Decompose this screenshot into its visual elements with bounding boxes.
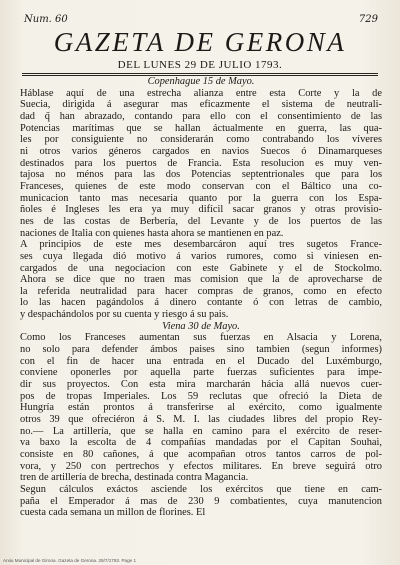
text-line: no.— La artillería, que se halla en camino para el exército de reser- (20, 425, 382, 437)
issue-header-line (24, 14, 378, 25)
text-line: y despachándolos por su cuenta y riesgo á su pais. (20, 309, 229, 321)
article-viena-paragraph-1 (20, 332, 382, 484)
text-line: cuesta cada semana un millon de florines. El (20, 507, 206, 519)
text-line: pos de tropas Imperiales. Los 59 reclutas que ofreció la Dieta de (20, 390, 382, 402)
article-copenhague-paragraph-2 (20, 239, 382, 321)
text-line: Segun cálculos exáctos asciende los exércitos que tiene en cam- (20, 483, 382, 495)
text-line: ñoles é Ingleses les era ya muy difícil sacar granos y otras provisio- (20, 204, 382, 216)
text-line: no solo para defender ámbos paises sino tambien (segun informes) (20, 344, 382, 356)
text-line: municacion tanto mas necesaria quanto por la guerra con los Espa- (20, 192, 382, 204)
text-line: ses cuya llegada dió motivo á varios rumores, como si viniesen en- (20, 250, 382, 262)
text-line: Como los Franceses aumentan sus fuerzas en Alsacia y Lorena, (20, 332, 382, 344)
text-line: paña el Emperador á mas de 230 9 combatientes, cuya manutencion (20, 495, 382, 507)
text-line: tren de artillería de brecha, destinada contra Magancia. (20, 472, 249, 484)
text-line: Potencias marítimas que se hallan áctualmente en guerra, las qua- (20, 122, 382, 134)
text-line: conviene oponerles por aquella parte fuerzas suficientes para impe- (20, 367, 382, 379)
text-line: nes de las costas de Berbería, del Levante y de los puertos de las (20, 215, 382, 227)
issue-number: Num. 60 (24, 14, 68, 25)
text-line: A principios de este mes desembarcáron aquí tres sugetos France- (20, 239, 382, 251)
issue-dateline: DEL LUNES 29 DE JULIO 1793. (117, 59, 283, 71)
article-copenhague-paragraph-1 (20, 88, 382, 240)
text-line: Suecia, dirigida á asegurar mas eficazmente el sistema de neutrali- (20, 99, 382, 111)
text-line: la referida neutralidad para hacer compras de granos, como en efecto (20, 285, 382, 297)
page-number: 729 (358, 14, 378, 25)
text-line: les por consiguiente no considerarán como contrabando los víveres (20, 134, 382, 146)
newspaper-title: GAZETA DE GERONA (53, 27, 347, 57)
article-place-viena: Viena 30 de Mayo. (162, 320, 240, 332)
text-line: dad q̃ han abrazado, contando para ello con el consentimiento de las (20, 110, 382, 122)
article-place-copenhague: Copenhague 15 de Mayo. (147, 76, 255, 87)
article-viena-paragraph-2 (20, 484, 382, 519)
text-line: ni otros varios géneros cargados en navios Suecos ó Dinamarqueses (20, 145, 382, 157)
text-line: Franceses, quienes de este modo conservan con el Báltico una co- (20, 180, 382, 192)
text-line: vora, y 250 con pertrechos y efectos militares. En breve seguirá otro (20, 460, 382, 472)
text-line: consiste en 80 cañones, á que acompañan otros tantos carros de pol- (20, 449, 382, 460)
text-line: va baxo la escolta de 4 compañías mandadas por el Capitan Souhai, (20, 437, 382, 449)
header-rule (22, 73, 378, 74)
archive-footer: Arxiu Municipal de Girona. Gazeta de Gerona. 29/7/1793. Page 1 (3, 558, 137, 563)
text-line: naciones de Italia con quienes hasta ahora se mantienen en paz. (20, 227, 284, 239)
text-line: dir sus proyectos. Con esta mira marcharán hácia allá nuevos cuer- (20, 379, 382, 391)
text-line: Ahora se dice que no traen mas comision que la de aprovecharse de (20, 274, 382, 286)
text-line: lo las hacen pagándolos á dinero contante ó con letras de cambio, (20, 297, 382, 309)
text-line: con el fin de hacer una entrada en el Ducado del Luxémburgo, (20, 355, 382, 367)
text-line: otros 39 que ofreciéron á S. M. I. las ciudades libres del propio Rey- (20, 414, 382, 426)
text-line: Hungría están prontos á transferirse al exército, como igualmente (20, 402, 382, 414)
text-line: cargados de una negociacion con este Gabinete y el de Stockolmo. (20, 262, 382, 274)
article-body (20, 76, 382, 519)
text-line: destinados para los puertos de Francia. Esta resolucion es muy ven- (20, 157, 382, 169)
text-line: Háblase aquí de una estrecha alianza entre esta Corte y la de (20, 87, 382, 99)
text-line: tajosa no ménos para las dos Potencias septentrionales que para los (20, 169, 382, 181)
